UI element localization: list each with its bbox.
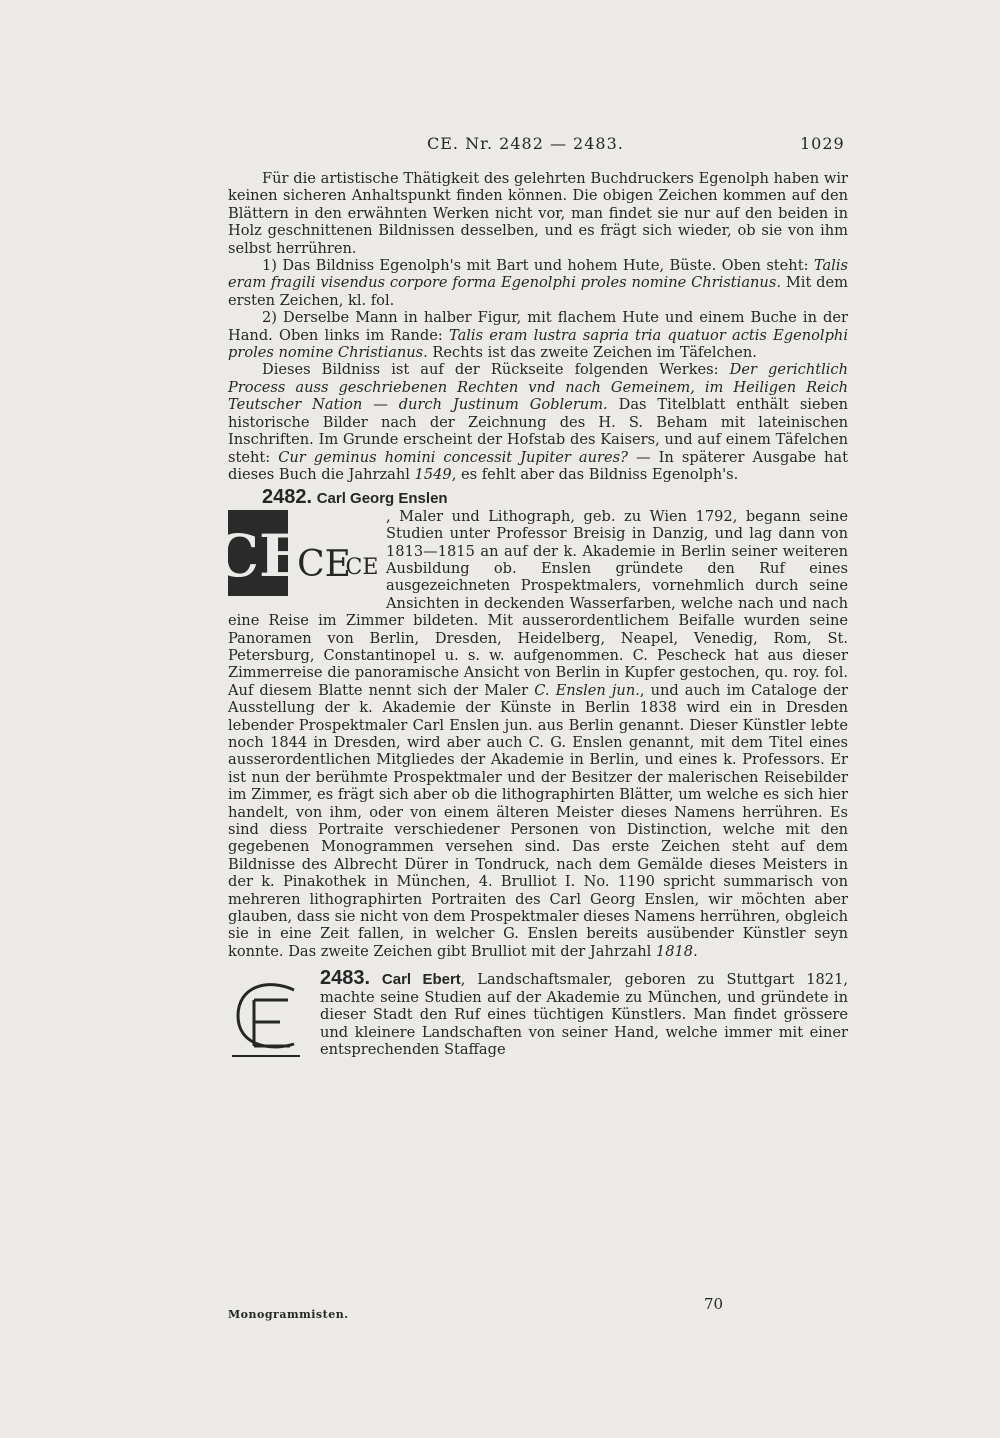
page-number: 1029 [800,134,845,153]
paragraph: 2483. Carl Ebert, Landschaftsmaler, geboren zu Stuttgart 1821, machte seine Studien auf der Akademie zu München, und gründete in dieser Stadt den Ruf eines tüchtigen Künstlers. Man findet grössere und kleinere Landschaften von seiner Hand, welche immer mit einer entsprechenden Staffage [320,967,848,1058]
body-text [212,170,849,1060]
monogram-ce-ebert-icon [228,972,312,1060]
paragraph: , Maler und Lithograph, geb. zu Wien 1792, begann seine Studien unter Professor Breisig in Danzig, und lag dann von 1813—1815 an auf der k. Akademie in Berlin seiner weiteren Ausbildung ob. Enslen gründete den Ruf eines ausgezeichneten Prospektmalers, vornehmlich durch seine Ansichten in deckenden Wasserfarben, welche nach und nach eine Reise im Zimmer bildeten. Mit ausserordentlichem Beifalle wurden seine Panoramen von Berlin, Dresden, Heidelberg, Neapel, Venedig, Rom, St. Petersburg, Constantinopel u. s. w. aufgenommen. C. Pescheck hat aus dieser Zimmerreise die panoramische Ansicht von Berlin in Kupfer gestochen, qu. roy. fol. Auf diesem Blatte nennt sich der Maler C. Enslen jun., und auch im Cataloge der Ausstellung der k. Akademie der Künste in Berlin 1838 wird ein in Dresden lebender Prospektmaler Carl Enslen jun. aus Berlin genannt. Dieser Künstler lebte noch 1844 in Dresden, wird aber auch C. G. Enslen genannt, mit dem Titel eines ausserordentlichen Mitgliedes der Akademie in Berlin, und eines k. Professors. Er ist nun der berühmte Prospektmaler und der Besitzer der malerischen Reisebilder im Zimmer, es frägt sich aber ob die lithographirten Blätter, um welche es sich hier handelt, von ihm, oder von einem älteren Meister dieses Namens herrühren. Es sind diess Portraite verschiedener Personen von Distinction, welche mit den gegebenen Monogrammen versehen sind. Das erste Zeichen steht auf dem Bildnisse des Albrecht Dürer in Tondruck, nach dem Gemälde dieses Meisters in der k. Pinakothek in München, 4. Brulliot I. No. 1190 spricht summarisch von mehreren lithographirten Portraiten des Carl Georg Enslen, wir möchten aber glauben, dass sie nicht von dem Prospektmaler dieses Namens herrühren, obgleich sie in eine Zeit fallen, in welcher G. Enslen bereits ausübender Künstler seyn konnte. Das zweite Zeichen gibt Brulliot mit der Jahrzahl 1818. [228,507,848,960]
monogram-2: CE [297,543,351,585]
paragraph: Für die artistische Thätigkeit des gelehrten Buchdruckers Egenolph haben wir keinen sicheren Anhaltspunkt finden können. Die obigen Zeichen kommen auf den Blättern in den erwähnten Werken nicht vor, man findet sie nur auf den beiden in Holz geschnittenen Bildnissen desselben, und es frägt sich wieder, ob sie von ihm selbst herrühren. [228,170,848,257]
monogram-ce-icon [212,510,379,598]
artist-name: Carl Georg Enslen [316,490,448,508]
entry-2483 [228,967,848,1058]
entry-2482 [212,486,848,960]
monogram-4: CE [269,1030,271,1032]
paragraph: 1) Das Bildniss Egenolph's mit Bart und hohem Hute, Büste. Oben steht: Talis eram fragili visendus corpore forma Egenolphi proles nomine Christianus. Mit dem ersten Zeichen, kl. fol. [228,257,849,309]
signature-mark: Monogrammisten. [228,1308,349,1321]
sheet-number: 70 [704,1295,724,1313]
monogram-1: CE [212,521,304,590]
paragraph: 2) Derselbe Mann in halber Figur, mit flachem Hute und einem Buche in der Hand. Oben links im Rande: Talis eram lustra sapria tria quatuor actis Egenolphi proles nomine Christianus. Rechts ist das zweite Zeichen im Täfelchen. [228,309,848,362]
entry-heading [262,486,848,509]
monogram-figure [228,972,312,1060]
running-header: CE. Nr. 2482 — 2483. [427,134,624,153]
monogram-figure [212,510,379,598]
artist-name: Carl Ebert [381,971,461,989]
entry-number: 2483. [320,967,371,990]
entry-number: 2482. [262,486,313,509]
paragraph: Dieses Bildniss ist auf der Rückseite folgenden Werkes: Der gerichtlich Process auss geschriebenen Rechten vnd nach Gemeinem, im Heiligen Reich Teutscher Nation — durch Justinum Goblerum. Das Titelblatt enthält sieben historische Bilder nach der Zeichnung des H. S. Beham mit lateinischen Inschriften. Im Grunde erscheint der Hofstab des Kaisers, und auf einem Täfelchen steht: Cur geminus homini concessit Jupiter aures? — In späterer Ausgabe hat dieses Buch die Jahrzahl 1549, es fehlt aber das Bildniss Egenolph's. [228,361,848,483]
monogram-3: CE [345,554,379,580]
